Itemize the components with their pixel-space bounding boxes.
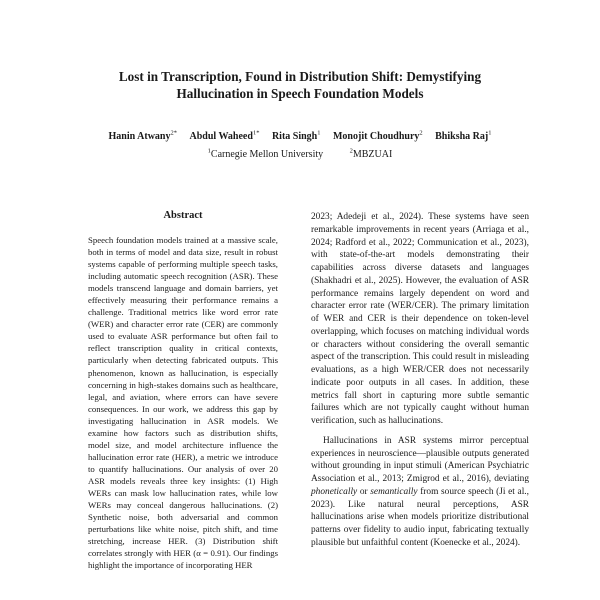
author-name: Abdul Waheed <box>189 131 253 143</box>
author-name: Bhiksha Raj <box>435 131 489 143</box>
author-name: Hanin Atwany <box>108 131 171 143</box>
author-sup: 2 <box>419 130 423 137</box>
author-2 <box>189 131 259 142</box>
intro-text: from source speech (Ji et al., 2023). Like natural neural perceptions, ASR hallucinations arise when models prioritize distributional patterns over fidelity to audio input, fabricating textually plausible but unfaithful content (Koenecke et al., 2024). <box>311 486 529 548</box>
author-list <box>40 127 560 144</box>
introduction-column <box>311 211 529 550</box>
affiliation-1 <box>208 149 323 160</box>
author-1 <box>109 131 177 142</box>
intro-text: Hallucinations in ASR systems mirror perceptual experiences in neuroscience—plausible outputs generated without grounding in input stimuli (American Psychiatric Association et al., 2013; Zmigrod et al., 2016), deviating <box>311 435 529 484</box>
author-4 <box>333 131 423 142</box>
intro-emphasis: semantically <box>370 486 418 497</box>
author-5 <box>435 131 491 142</box>
affiliation-name: MBZUAI <box>352 149 393 161</box>
author-3 <box>272 131 321 142</box>
author-sup: 1* <box>252 130 260 137</box>
intro-paragraph-1: 2023; Adedeji et al., 2024). These systems have seen remarkable improvements in recent years (Arriaga et al., 2024; Radford et al., 2022; Communication et al., 2023), with state-of-the-art models demonstrating their capabilities across diverse datasets and languages (Shakhadri et al., 2025). However, the evaluation of ASR performance remains largely dependent on word and character error rate (WER/CER). The primary limitation of WER and CER is their dependence on token-level overlapping, which focuses on matching individual words or characters without considering the overall semantic aspect of the transcription. This could result in misleading evaluations, as a high WER/CER does not necessarily indicate poor outputs in all cases. In addition, these metrics fall short in capturing more subtle semantic failures which are not typically caught without human verification, such as hallucinations. <box>311 212 529 426</box>
title-line-1: Lost in Transcription, Found in Distribution Shift: Demystifying <box>118 69 482 84</box>
title-line-2: Hallucination in Speech Foundation Models <box>176 86 424 101</box>
intro-text: or <box>357 486 371 497</box>
affiliation-2 <box>350 149 393 160</box>
author-name: Monojit Choudhury <box>332 131 420 143</box>
author-sup: 2* <box>170 130 177 137</box>
intro-emphasis: phonetically <box>311 486 358 497</box>
affiliation-sup: 1 <box>207 148 211 155</box>
author-sup: 1 <box>488 130 492 137</box>
author-name: Rita Singh <box>271 131 318 143</box>
abstract-body: Speech foundation models trained at a massive scale, both in terms of model and data size, result in robust systems capable of performing multiple speech tasks, including automatic speech recognition (ASR). These models transcend language and domain barriers, yet effectively measuring their performance remains a challenge. Traditional metrics like word error rate (WER) and character error rate (CER) are commonly used to evaluate ASR performance but often fail to reflect transcription quality in critical contexts, particularly when detecting fabricated outputs. This phenomenon, known as hallucination, is especially concerning in high-stakes domains such as healthcare, legal, and aviation, where errors can have severe consequences. In our work, we address this gap by investigating hallucination in ASR models. We examine how factors such as distribution shifts, model size, and model architecture influence the hallucination error rate (HER), a metric we introduce to quantify hallucinations. Our analysis of over 20 ASR models reveals three key insights: (1) High WERs can mask low hallucination rates, while low WERs may conceal dangerous hallucinations. (2) Synthetic noise, both adversarial and common perturbations like white noise, pitch shift, and time stretching, increase HER. (3) Distribution shift correlates strongly with HER (α = 0.91). Our findings highlight the importance of incorporating HER <box>88 235 278 571</box>
affiliation-name: Carnegie Mellon University <box>210 149 324 161</box>
paper-title <box>40 68 560 102</box>
affiliation-sup: 2 <box>349 148 353 155</box>
author-sup: 1 <box>317 130 321 137</box>
affiliation-list <box>40 145 560 162</box>
intro-paragraph-2 <box>311 435 529 550</box>
abstract-heading: Abstract <box>163 210 203 221</box>
